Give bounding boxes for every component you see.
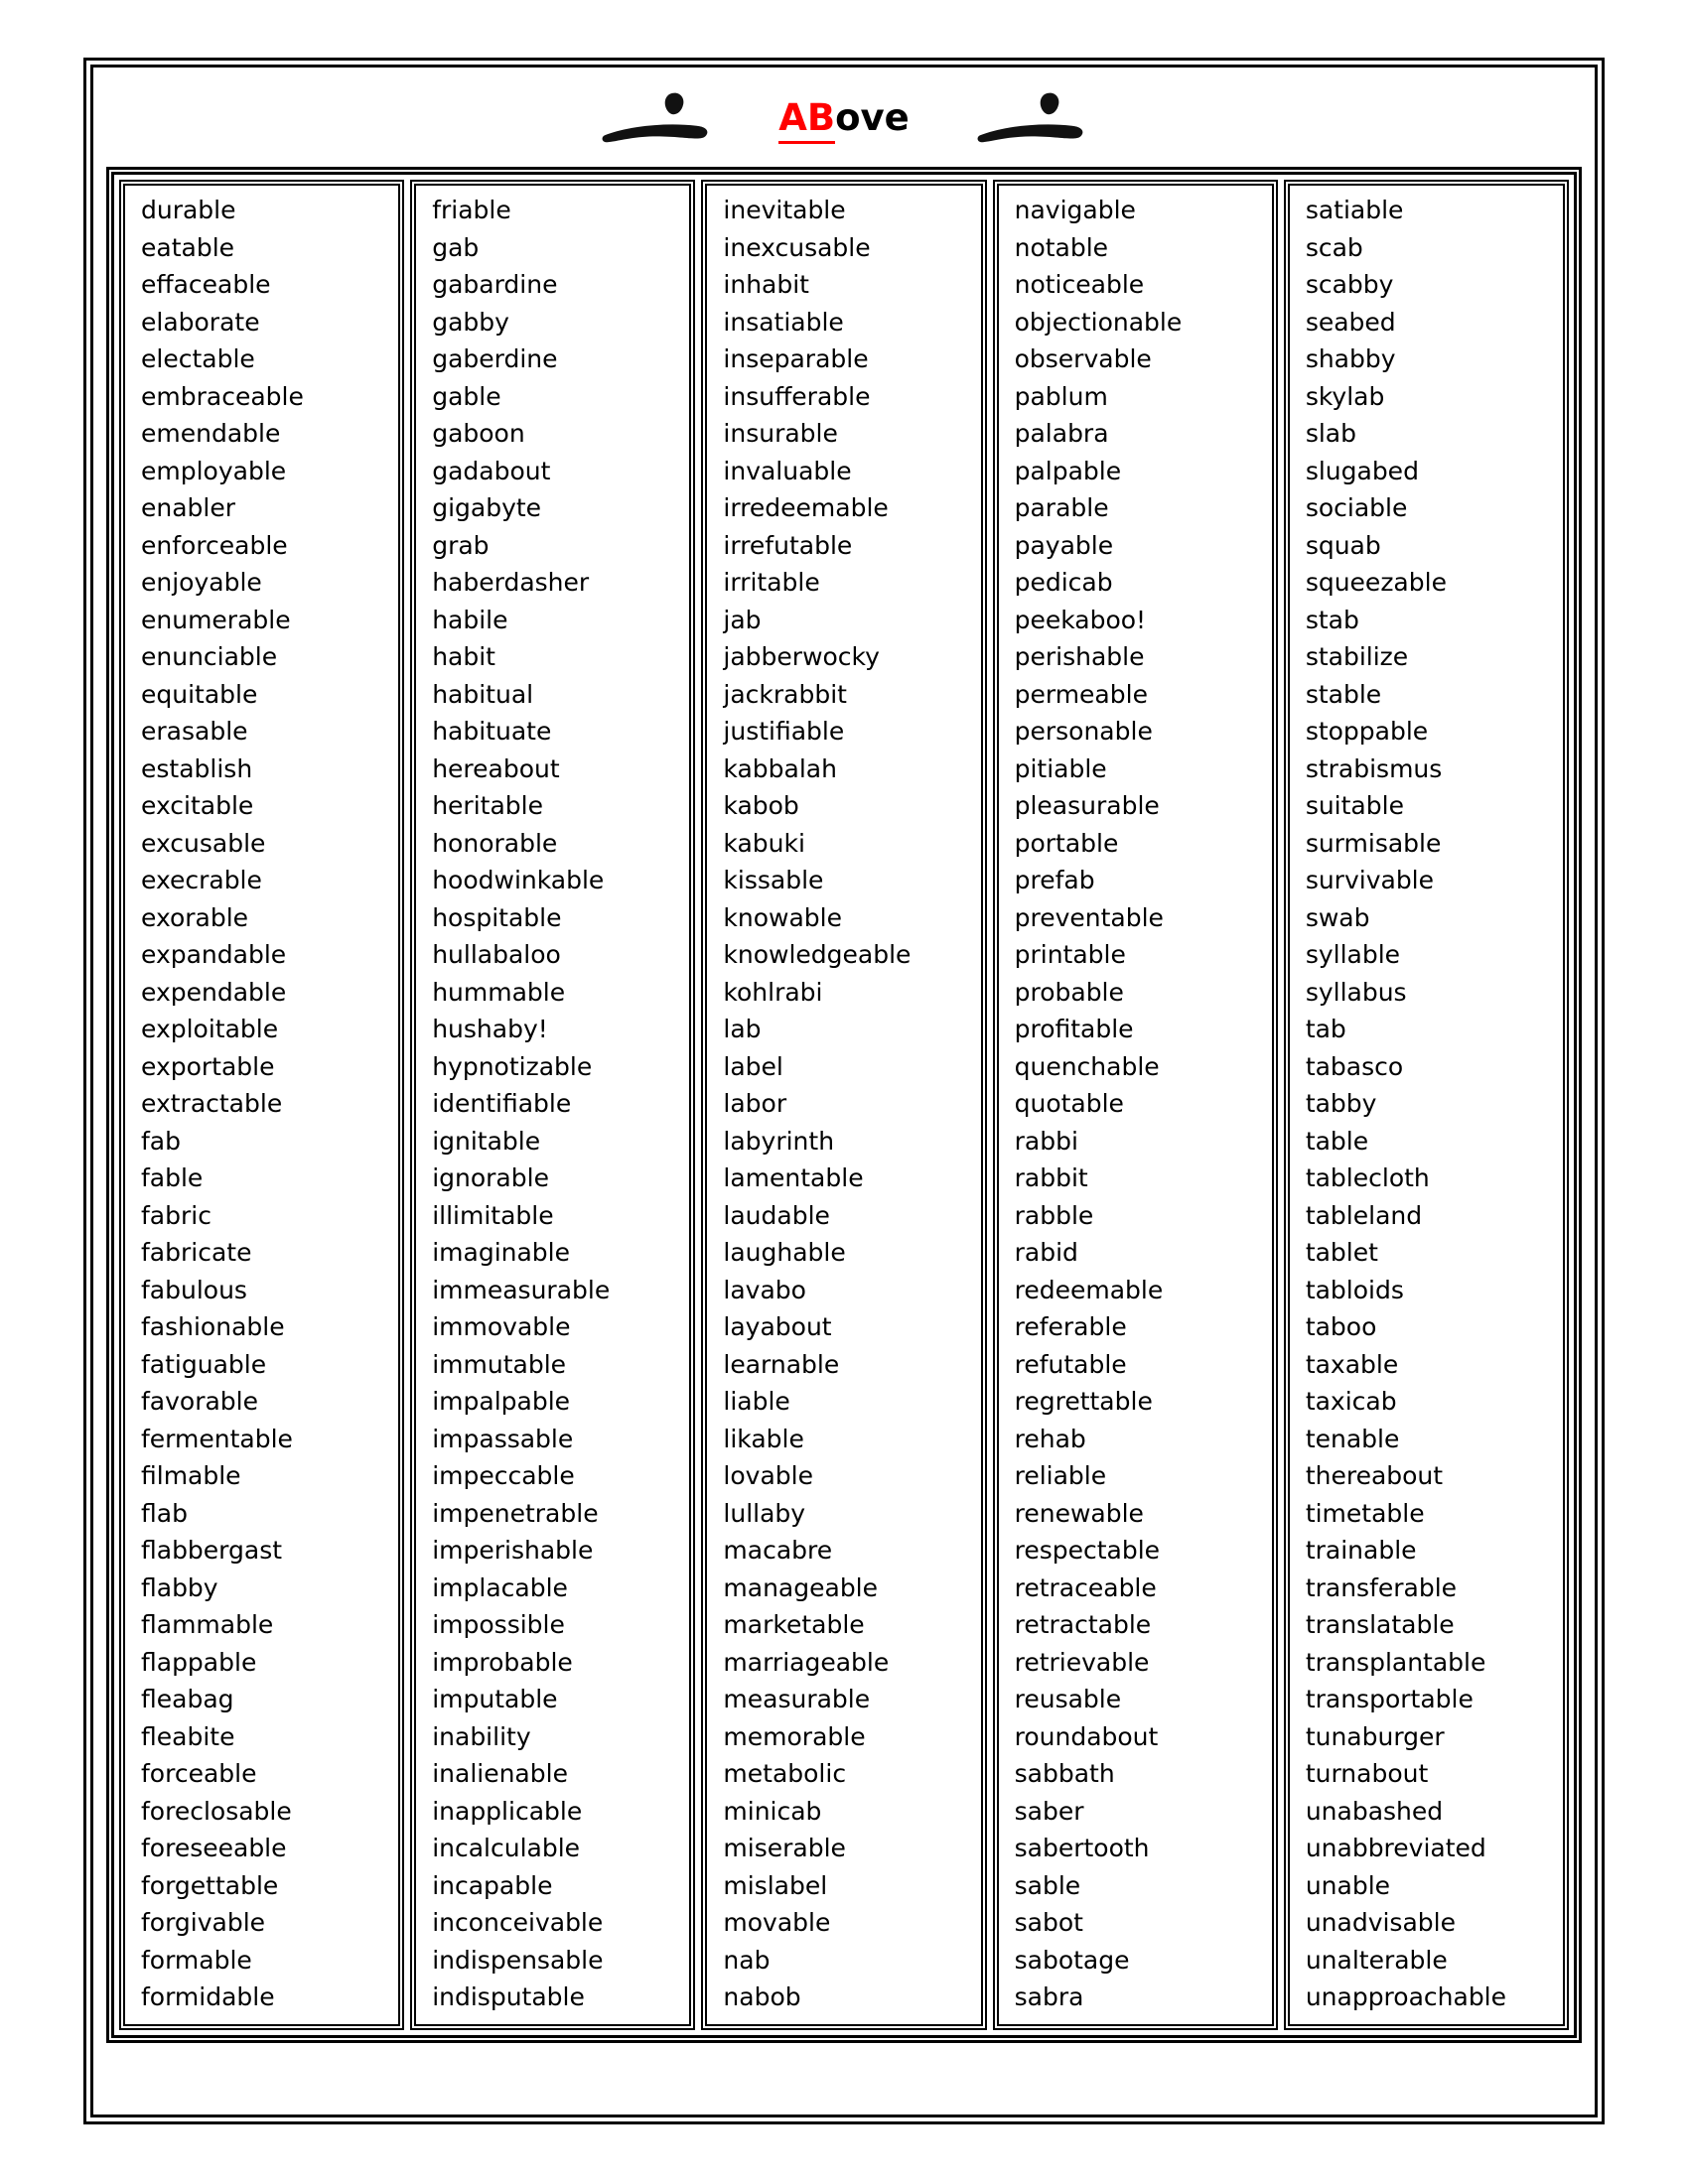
word-item: liable <box>723 1387 790 1416</box>
word-item: respectable <box>1014 1536 1161 1565</box>
word-item: tenable <box>1305 1424 1400 1453</box>
word-item: irritable <box>723 568 820 597</box>
word-item: sociable <box>1305 493 1408 522</box>
word-item: transportable <box>1305 1685 1474 1713</box>
word-item: perishable <box>1014 642 1145 671</box>
word-item: filmable <box>141 1461 241 1490</box>
word-item: erasable <box>141 717 248 746</box>
word-item: sabotage <box>1014 1945 1130 1975</box>
word-item: exploitable <box>141 1015 279 1043</box>
word-item: ignorable <box>432 1163 549 1192</box>
word-item: indispensable <box>432 1945 604 1975</box>
word-item: gabardine <box>432 270 558 299</box>
word-column-4 <box>993 180 1278 2030</box>
word-item: unabbreviated <box>1305 1834 1486 1862</box>
word-item: employable <box>141 456 287 485</box>
word-item: measurable <box>723 1685 871 1713</box>
word-item: enforceable <box>141 530 288 560</box>
word-item: laudable <box>723 1200 830 1230</box>
word-item: reusable <box>1014 1685 1122 1713</box>
word-item: rabble <box>1014 1200 1094 1230</box>
word-item: hullabaloo <box>432 940 561 969</box>
word-item: objectionable <box>1014 307 1183 337</box>
word-item: seabed <box>1305 307 1396 337</box>
word-item: elaborate <box>141 307 260 337</box>
word-item: hummable <box>432 977 566 1007</box>
word-item: nabob <box>723 1982 801 2011</box>
word-item: flabby <box>141 1572 218 1602</box>
word-item: inability <box>432 1721 531 1751</box>
word-item: prefab <box>1014 866 1095 894</box>
word-item: enabler <box>141 493 236 522</box>
word-item: fabulous <box>141 1275 247 1304</box>
word-item: retraceable <box>1014 1572 1157 1602</box>
word-item: fab <box>141 1126 181 1156</box>
word-item: manageable <box>723 1572 879 1602</box>
word-item: memorable <box>723 1721 866 1751</box>
word-item: durable <box>141 196 236 224</box>
word-item: forgivable <box>141 1908 266 1937</box>
word-item: mislabel <box>723 1870 828 1900</box>
word-item: imputable <box>432 1685 558 1713</box>
word-item: incalculable <box>432 1834 581 1862</box>
word-item: irrefutable <box>723 530 853 560</box>
word-item: profitable <box>1014 1015 1134 1043</box>
word-item: scabby <box>1305 270 1394 299</box>
word-item: kissable <box>723 866 824 894</box>
word-item: tabasco <box>1305 1051 1404 1081</box>
word-item: rabbit <box>1014 1163 1088 1192</box>
word-column-3 <box>701 180 986 2030</box>
word-item: preventable <box>1014 902 1164 932</box>
word-item: retrievable <box>1014 1647 1150 1677</box>
word-item: heritable <box>432 791 543 820</box>
word-item: enunciable <box>141 642 278 671</box>
word-item: establish <box>141 753 253 783</box>
word-item: unable <box>1305 1870 1391 1900</box>
word-item: unapproachable <box>1305 1982 1507 2011</box>
word-item: ignitable <box>432 1126 541 1156</box>
word-item: honorable <box>432 828 558 858</box>
word-item: observable <box>1014 344 1152 373</box>
word-item: exportable <box>141 1051 275 1081</box>
word-item: tab <box>1305 1015 1346 1043</box>
word-item: formable <box>141 1945 252 1975</box>
word-item: enjoyable <box>141 568 262 597</box>
word-item: movable <box>723 1908 831 1937</box>
word-item: portable <box>1014 828 1119 858</box>
word-item: trainable <box>1305 1536 1417 1565</box>
word-item: improbable <box>432 1647 573 1677</box>
word-item: table <box>1305 1126 1369 1156</box>
word-item: insurable <box>723 419 838 448</box>
word-item: timetable <box>1305 1498 1425 1528</box>
word-item: laughable <box>723 1238 846 1267</box>
word-item: jackrabbit <box>723 679 847 709</box>
word-item: sabertooth <box>1014 1834 1150 1862</box>
word-item: eatable <box>141 232 235 262</box>
word-item: kabuki <box>723 828 805 858</box>
word-item: personable <box>1014 717 1153 746</box>
word-item: inhabit <box>723 270 809 299</box>
word-item: incapable <box>432 1870 553 1900</box>
word-item: sabbath <box>1014 1759 1115 1788</box>
word-item: habile <box>432 605 508 634</box>
word-item: excitable <box>141 791 254 820</box>
word-item: taxicab <box>1305 1387 1397 1416</box>
word-item: favorable <box>141 1387 259 1416</box>
word-item: justifiable <box>723 717 845 746</box>
word-item: fermentable <box>141 1424 293 1453</box>
word-item: knowledgeable <box>723 940 912 969</box>
word-item: flappable <box>141 1647 257 1677</box>
word-item: minicab <box>723 1796 822 1826</box>
word-item: hypnotizable <box>432 1051 593 1081</box>
word-item: flabbergast <box>141 1536 283 1565</box>
word-item: flab <box>141 1498 188 1528</box>
word-item: stab <box>1305 605 1359 634</box>
word-item: impenetrable <box>432 1498 599 1528</box>
word-item: flammable <box>141 1610 274 1639</box>
word-item: thereabout <box>1305 1461 1444 1490</box>
word-item: miserable <box>723 1834 846 1862</box>
word-item: tabby <box>1305 1089 1377 1118</box>
word-item: retractable <box>1014 1610 1152 1639</box>
word-item: tunaburger <box>1305 1721 1445 1751</box>
word-item: syllable <box>1305 940 1401 969</box>
word-item: hoodwinkable <box>432 866 605 894</box>
word-item: taboo <box>1305 1312 1377 1341</box>
word-item: translatable <box>1305 1610 1455 1639</box>
word-item: macabre <box>723 1536 833 1565</box>
word-item: inalienable <box>432 1759 568 1788</box>
word-item: navigable <box>1014 196 1136 224</box>
word-item: label <box>723 1051 783 1081</box>
brush-stroke-right-icon <box>973 88 1090 146</box>
word-item: scab <box>1305 232 1363 262</box>
word-item: metabolic <box>723 1759 847 1788</box>
word-table <box>106 167 1582 2043</box>
word-item: jab <box>723 605 762 634</box>
word-item: layabout <box>723 1312 832 1341</box>
word-item: fable <box>141 1163 204 1192</box>
word-item: irredeemable <box>723 493 889 522</box>
header <box>93 68 1595 167</box>
word-item: lullaby <box>723 1498 806 1528</box>
word-item: renewable <box>1014 1498 1144 1528</box>
word-item: jabberwocky <box>723 642 880 671</box>
word-item: printable <box>1014 940 1126 969</box>
word-item: squab <box>1305 530 1381 560</box>
word-item: notable <box>1014 232 1109 262</box>
word-column-1 <box>119 180 404 2030</box>
word-item: sable <box>1014 1870 1081 1900</box>
word-item: effaceable <box>141 270 271 299</box>
word-item: lamentable <box>723 1163 864 1192</box>
word-item: insufferable <box>723 381 871 411</box>
word-item: foreclosable <box>141 1796 292 1826</box>
word-item: turnabout <box>1305 1759 1429 1788</box>
word-item: immovable <box>432 1312 571 1341</box>
word-item: pablum <box>1014 381 1108 411</box>
word-item: shabby <box>1305 344 1396 373</box>
word-item: satiable <box>1305 196 1404 224</box>
word-item: inseparable <box>723 344 869 373</box>
word-item: stable <box>1305 679 1382 709</box>
word-item: squeezable <box>1305 568 1447 597</box>
word-item: learnable <box>723 1349 840 1379</box>
word-item: rabbi <box>1014 1126 1078 1156</box>
word-item: regrettable <box>1014 1387 1153 1416</box>
page-title <box>778 95 910 139</box>
word-item: pedicab <box>1014 568 1113 597</box>
word-item: kabbalah <box>723 753 837 783</box>
word-item: hereabout <box>432 753 560 783</box>
word-item: implacable <box>432 1572 568 1602</box>
word-item: transferable <box>1305 1572 1458 1602</box>
word-item: lovable <box>723 1461 813 1490</box>
word-item: slab <box>1305 419 1356 448</box>
word-item: nab <box>723 1945 771 1975</box>
word-item: gigabyte <box>432 493 542 522</box>
word-item: fashionable <box>141 1312 285 1341</box>
word-item: imperishable <box>432 1536 594 1565</box>
word-item: impossible <box>432 1610 565 1639</box>
word-item: emendable <box>141 419 281 448</box>
word-item: formidable <box>141 1982 275 2011</box>
word-item: hospitable <box>432 902 562 932</box>
word-item: enumerable <box>141 605 291 634</box>
word-item: tabloids <box>1305 1275 1404 1304</box>
word-item: syllabus <box>1305 977 1407 1007</box>
word-item: habituate <box>432 717 552 746</box>
word-item: immutable <box>432 1349 567 1379</box>
brush-stroke-left-icon <box>598 88 715 146</box>
word-item: haberdasher <box>432 568 590 597</box>
page-frame <box>83 58 1605 2124</box>
word-item: palabra <box>1014 419 1109 448</box>
word-item: kabob <box>723 791 799 820</box>
title-highlight: AB <box>778 96 835 144</box>
word-item: habit <box>432 642 495 671</box>
word-column-5 <box>1284 180 1569 2030</box>
word-item: marketable <box>723 1610 865 1639</box>
word-item: fabricate <box>141 1238 252 1267</box>
word-item: gabby <box>432 307 509 337</box>
word-item: impassable <box>432 1424 574 1453</box>
word-item: forgettable <box>141 1870 279 1900</box>
word-item: skylab <box>1305 381 1385 411</box>
word-item: referable <box>1014 1312 1127 1341</box>
word-item: pitiable <box>1014 753 1107 783</box>
word-item: labor <box>723 1089 787 1118</box>
word-item: kohlrabi <box>723 977 823 1007</box>
word-item: gaberdine <box>432 344 558 373</box>
word-item: lab <box>723 1015 762 1043</box>
word-item: impalpable <box>432 1387 571 1416</box>
word-item: excusable <box>141 828 266 858</box>
word-item: inevitable <box>723 196 846 224</box>
word-item: illimitable <box>432 1200 554 1230</box>
word-item: marriageable <box>723 1647 890 1677</box>
word-item: habitual <box>432 679 534 709</box>
word-item: suitable <box>1305 791 1404 820</box>
word-item: gab <box>432 232 480 262</box>
word-item: probable <box>1014 977 1124 1007</box>
word-item: sabra <box>1014 1982 1084 2011</box>
word-item: rehab <box>1014 1424 1086 1453</box>
word-item: friable <box>432 196 511 224</box>
word-item: unadvisable <box>1305 1908 1456 1937</box>
word-item: saber <box>1014 1796 1084 1826</box>
word-item: indisputable <box>432 1982 585 2011</box>
word-item: expendable <box>141 977 287 1007</box>
word-item: tablecloth <box>1305 1163 1430 1192</box>
word-item: quenchable <box>1014 1051 1160 1081</box>
word-item: swab <box>1305 902 1370 932</box>
word-item: lavabo <box>723 1275 806 1304</box>
word-item: insatiable <box>723 307 844 337</box>
word-item: reliable <box>1014 1461 1107 1490</box>
word-item: unalterable <box>1305 1945 1448 1975</box>
word-item: palpable <box>1014 456 1122 485</box>
word-item: inapplicable <box>432 1796 583 1826</box>
word-item: fleabite <box>141 1721 235 1751</box>
word-item: payable <box>1014 530 1114 560</box>
word-item: identifiable <box>432 1089 572 1118</box>
word-item: permeable <box>1014 679 1148 709</box>
word-item: unabashed <box>1305 1796 1444 1826</box>
word-item: labyrinth <box>723 1126 835 1156</box>
word-item: surmisable <box>1305 828 1442 858</box>
word-item: peekaboo! <box>1014 605 1147 634</box>
word-item: electable <box>141 344 255 373</box>
word-item: imaginable <box>432 1238 570 1267</box>
word-column-2 <box>410 180 695 2030</box>
word-item: exorable <box>141 902 249 932</box>
word-item: hushaby! <box>432 1015 548 1043</box>
word-item: transplantable <box>1305 1647 1486 1677</box>
word-item: invaluable <box>723 456 852 485</box>
word-item: noticeable <box>1014 270 1145 299</box>
word-item: expandable <box>141 940 287 969</box>
word-item: roundabout <box>1014 1721 1159 1751</box>
word-item: equitable <box>141 679 258 709</box>
word-item: pleasurable <box>1014 791 1160 820</box>
word-item: gadabout <box>432 456 551 485</box>
word-item: impeccable <box>432 1461 575 1490</box>
word-item: tablet <box>1305 1238 1378 1267</box>
word-item: survivable <box>1305 866 1435 894</box>
word-item: fatiguable <box>141 1349 267 1379</box>
word-item: inconceivable <box>432 1908 604 1937</box>
word-item: foreseeable <box>141 1834 287 1862</box>
word-item: grab <box>432 530 490 560</box>
word-item: tableland <box>1305 1200 1423 1230</box>
word-item: inexcusable <box>723 232 871 262</box>
word-item: knowable <box>723 902 842 932</box>
word-item: quotable <box>1014 1089 1124 1118</box>
word-item: sabot <box>1014 1908 1083 1937</box>
word-item: fabric <box>141 1200 211 1230</box>
word-item: forceable <box>141 1759 257 1788</box>
word-item: immeasurable <box>432 1275 611 1304</box>
word-item: execrable <box>141 866 262 894</box>
word-item: parable <box>1014 493 1109 522</box>
title-rest: ove <box>835 95 910 139</box>
word-item: redeemable <box>1014 1275 1164 1304</box>
word-item: fleabag <box>141 1685 234 1713</box>
word-item: slugabed <box>1305 456 1419 485</box>
word-item: gable <box>432 381 501 411</box>
word-item: gaboon <box>432 419 525 448</box>
word-item: embraceable <box>141 381 304 411</box>
word-item: taxable <box>1305 1349 1399 1379</box>
word-item: stabilize <box>1305 642 1409 671</box>
word-item: rabid <box>1014 1238 1078 1267</box>
word-item: stoppable <box>1305 717 1429 746</box>
word-item: refutable <box>1014 1349 1127 1379</box>
word-item: strabismus <box>1305 753 1443 783</box>
word-item: likable <box>723 1424 804 1453</box>
word-item: extractable <box>141 1089 283 1118</box>
